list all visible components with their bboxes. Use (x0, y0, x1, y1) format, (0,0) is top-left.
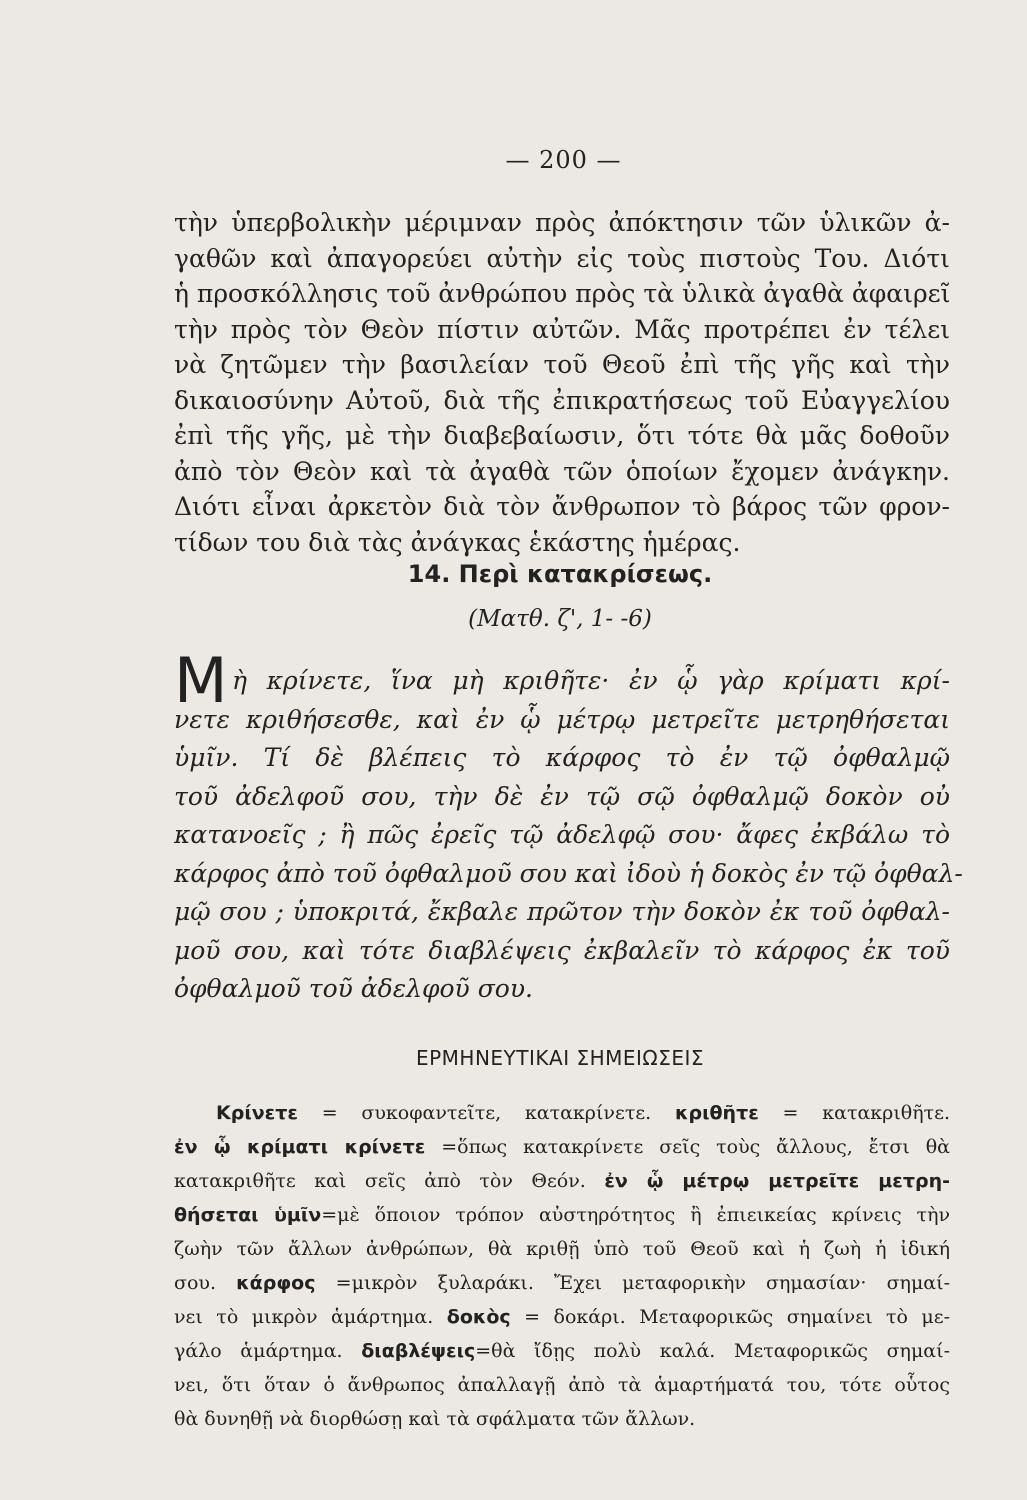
note-term: κάρφος (236, 1272, 316, 1294)
note-text: σου. (174, 1272, 237, 1294)
intro-line: δικαιοσύνην Αὐτοῦ, διὰ τῆς ἐπικρατήσεως τοῦ Εὐαγγελίου (174, 385, 950, 415)
verse-line: κάρφος ἀπὸ τοῦ ὀφθαλμοῦ σου καὶ ἰδοὺ ἡ δοκὸς ἐν τῷ ὀφθαλ- (174, 858, 963, 888)
note-term: διαβλέψεις (361, 1340, 476, 1362)
note-text: νει, ὅτι ὅταν ὁ ἄνθρωπος ἀπαλλαγῇ ἀπὸ τὰ ἁμαρτήματά του, τότε οὗτος (174, 1374, 950, 1396)
intro-line: ἡ προσκόλλησις τοῦ ἀνθρώπου πρὸς τὰ ὑλικὰ ἀγαθὰ ἀφαιρεῖ (174, 279, 951, 308)
note-term: θήσεται ὑμῖν (174, 1204, 322, 1226)
note-line (174, 1164, 950, 1198)
intro-line: ἐπὶ τῆς γῆς, μὲ τὴν διαβεβαίωσιν, ὅτι τότε θὰ μᾶς δοθοῦν (174, 421, 950, 450)
note-line (174, 1368, 950, 1402)
intro-line: νὰ ζητῶμεν τὴν βασιλείαν τοῦ Θεοῦ ἐπὶ τῆς γῆς καὶ τὴν (174, 350, 950, 379)
scripture-passage (174, 662, 963, 1009)
note-text: =ὅπως κατακρίνετε σεῖς τοὺς ἄλλους, ἔτσι θὰ (425, 1136, 950, 1158)
section-title: 14. Περὶ κατακρίσεως. (407, 560, 713, 588)
verse-line: κατανοεῖς ; ἢ πῶς ἐρεῖς τῷ ἀδελφῷ σου· ἄφες ἐκβάλω τὸ (174, 820, 950, 849)
note-line (174, 1198, 950, 1232)
note-line (174, 1300, 950, 1334)
note-text: κατακριθῆτε καὶ σεῖς ἀπὸ τὸν Θεόν. (174, 1170, 605, 1192)
note-line (174, 1266, 950, 1300)
intro-line: ἀπὸ τὸν Θεὸν καὶ τὰ ἀγαθὰ τῶν ὁποίων ἔχομεν ἀνάγκην. (174, 456, 950, 486)
note-line (174, 1334, 950, 1368)
note-text: =μὲ ὅποιον τρόπον αὐστηρότητος ἢ ἐπιεικείας κρίνεις τὴν (321, 1204, 951, 1226)
note-term: Κρίνετε (216, 1102, 298, 1124)
note-line (174, 1096, 950, 1130)
intro-line: τίδων του διὰ τὰς ἀνάγκας ἑκάστης ἡμέρας. (174, 527, 741, 557)
note-term: κριθῆτε (674, 1102, 759, 1124)
intro-line: Διότι εἶναι ἀρκετὸν διὰ τὸν ἄνθρωπον τὸ βάρος τῶν φρον- (174, 492, 950, 521)
note-term: δοκὸς (446, 1306, 511, 1328)
note-text: = κατακριθῆτε. (758, 1102, 950, 1124)
verse-line: ὴ κρίνετε, ἵνα μὴ κριθῆτε· ἐν ᾧ γὰρ κρίματι κρί- (232, 666, 950, 695)
note-line (174, 1402, 950, 1436)
intro-line: τὴν πρὸς τὸν Θεὸν πίστιν αὐτῶν. Μᾶς προτρέπει ἐν τέλει (174, 314, 950, 344)
note-text: ζωὴν τῶν ἄλλων ἀνθρώπων, θὰ κριθῇ ὑπὸ τοῦ Θεοῦ καὶ ἡ ζωὴ ἡ ἰδική (174, 1238, 950, 1260)
notes-title: ΕΡΜΗΝΕΥΤΙΚΑΙ ΣΗΜΕΙΩΣΕΙΣ (415, 1046, 705, 1070)
intro-paragraph (174, 205, 950, 560)
interpretive-notes (174, 1096, 950, 1436)
note-text: =θὰ ἴδῃς πολὺ καλά. Μεταφορικῶς σημαί- (475, 1340, 950, 1362)
intro-line: γαθῶν καὶ ἀπαγορεύει αὐτὴν εἰς τοὺς πιστοὺς Του. Διότι (174, 243, 950, 273)
note-text: = συκοφαντεῖτε, κατακρίνετε. (297, 1102, 675, 1124)
note-text: =μικρὸν ξυλαράκι. Ἔχει μεταφορικὴν σημασίαν· σημαί- (315, 1272, 950, 1294)
verse-line: μοῦ σου, καὶ τότε διαβλέψεις ἐκβαλεῖν τὸ κάρφος ἐκ τοῦ (174, 935, 950, 965)
verse-line: μῷ σου ; ὑποκριτά, ἔκβαλε πρῶτον τὴν δοκὸν ἐκ τοῦ ὀφθαλ- (174, 897, 950, 926)
scripture-reference: (Ματθ. ζ', 1- -6) (468, 606, 652, 632)
note-text: θὰ δυνηθῇ νὰ διορθώσῃ καὶ τὰ σφάλματα τῶν ἄλλων. (174, 1408, 696, 1430)
verse-line: ὑμῖν. Τί δὲ βλέπεις τὸ κάρφος τὸ ἐν τῷ ὀφθαλμῷ (174, 743, 950, 772)
page-number: — 200 — (505, 146, 622, 174)
note-term: ἐν ᾧ μέτρῳ μετρεῖτε μετρη- (604, 1170, 950, 1192)
note-line (174, 1232, 950, 1266)
note-line (174, 1130, 950, 1164)
intro-line: τὴν ὑπερβολικὴν μέριμναν πρὸς ἀπόκτησιν τῶν ὑλικῶν ἀ- (174, 208, 950, 237)
note-text: γάλο ἁμάρτημα. (174, 1340, 362, 1362)
note-text: = δοκάρι. Μεταφορικῶς σημαίνει τὸ με- (510, 1306, 950, 1328)
verse-line: νετε κριθήσεσθε, καὶ ἐν ᾧ μέτρῳ μετρεῖτε μετρηθήσεται (174, 704, 950, 734)
verse-line: τοῦ ἀδελφοῦ σου, τὴν δὲ ἐν τῷ σῷ ὀφθαλμῷ δοκὸν οὐ (174, 781, 950, 811)
note-term: ἐν ᾧ κρίματι κρίνετε (174, 1136, 426, 1158)
verse-line: ὀφθαλμοῦ τοῦ ἀδελφοῦ σου. (174, 974, 533, 1003)
note-text: νει τὸ μικρὸν ἁμάρτημα. (174, 1306, 447, 1328)
drop-cap: Μ (174, 644, 228, 717)
